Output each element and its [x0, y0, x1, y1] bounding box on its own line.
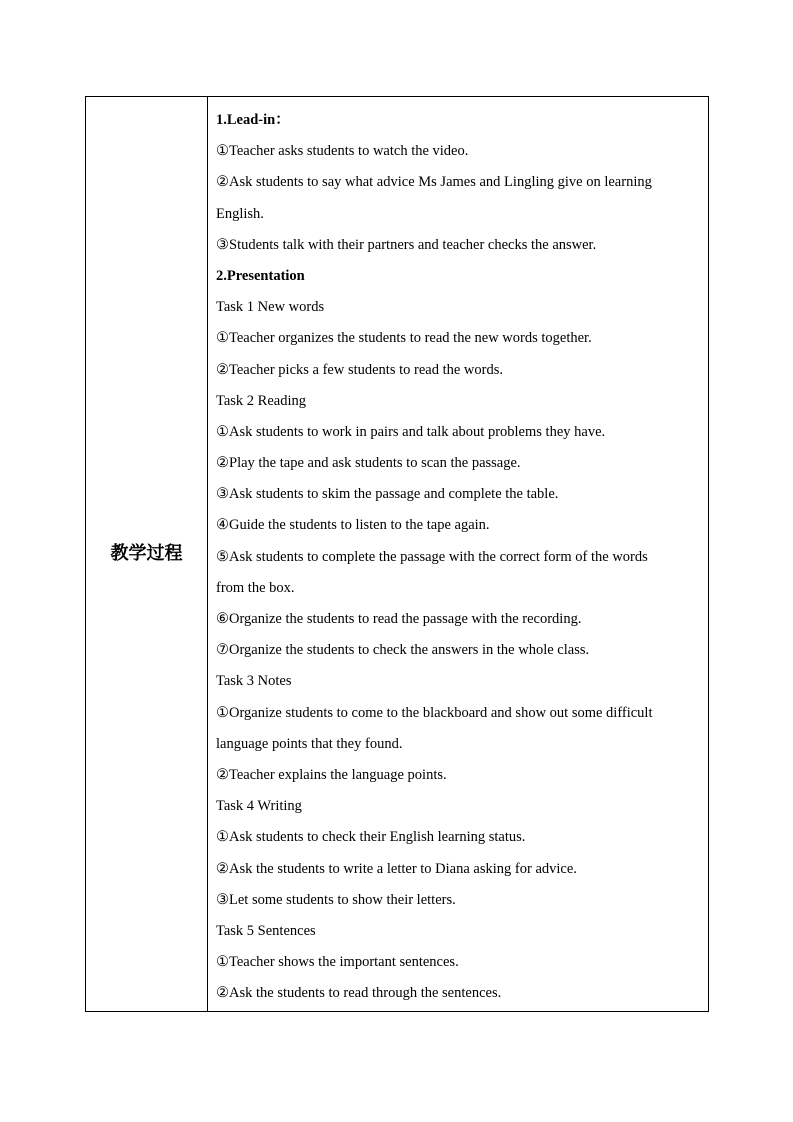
content-line: ⑦Organize the students to check the answers in the whole class. — [216, 642, 590, 659]
content-line: ②Ask the students to write a letter to Diana asking for advice. — [216, 860, 577, 877]
content-line: Task 4 Writing — [216, 798, 302, 815]
section-label: 教学过程 — [110, 543, 183, 564]
section-label-cell — [86, 97, 208, 1011]
content-line: ①Teacher organizes the students to read the new words together. — [216, 330, 592, 347]
content-cell — [208, 97, 708, 1011]
content-line: ③Ask students to skim the passage and complete the table. — [216, 486, 559, 503]
content-line: ②Ask students to say what advice Ms James and Lingling give on learning — [216, 174, 652, 191]
content-line: ①Teacher asks students to watch the video. — [216, 143, 469, 160]
content-line: ③Students talk with their partners and teacher checks the answer. — [216, 236, 597, 253]
content-line: ①Organize students to come to the blackboard and show out some difficult — [216, 704, 653, 721]
content-line: ②Ask the students to read through the sentences. — [216, 985, 502, 1002]
section-heading: 2.Presentation — [216, 267, 305, 284]
content-line: ②Teacher picks a few students to read the words. — [216, 361, 503, 378]
content-line: English. — [216, 205, 264, 222]
content-line: Task 3 Notes — [216, 673, 292, 690]
content-line: ①Ask students to work in pairs and talk about problems they have. — [216, 423, 606, 440]
content-line: ①Ask students to check their English learning status. — [216, 829, 526, 846]
content-line: Task 2 Reading — [216, 392, 306, 409]
content-line: ②Teacher explains the language points. — [216, 766, 447, 783]
content-line: ③Let some students to show their letters. — [216, 891, 456, 908]
content-line: Task 5 Sentences — [216, 922, 316, 939]
content-line: Task 1 New words — [216, 299, 325, 316]
content-line: language points that they found. — [216, 735, 403, 752]
content-line: ⑤Ask students to complete the passage with the correct form of the words — [216, 548, 648, 565]
content-line: ①Teacher shows the important sentences. — [216, 954, 459, 971]
content-line: from the box. — [216, 579, 295, 596]
content-line: ②Play the tape and ask students to scan the passage. — [216, 455, 521, 472]
content-line: ⑥Organize the students to read the passage with the recording. — [216, 611, 582, 627]
content-line: ④Guide the students to listen to the tape again. — [216, 517, 490, 534]
section-heading: 1.Lead-in： — [216, 112, 290, 128]
teaching-process-table — [85, 96, 709, 1012]
